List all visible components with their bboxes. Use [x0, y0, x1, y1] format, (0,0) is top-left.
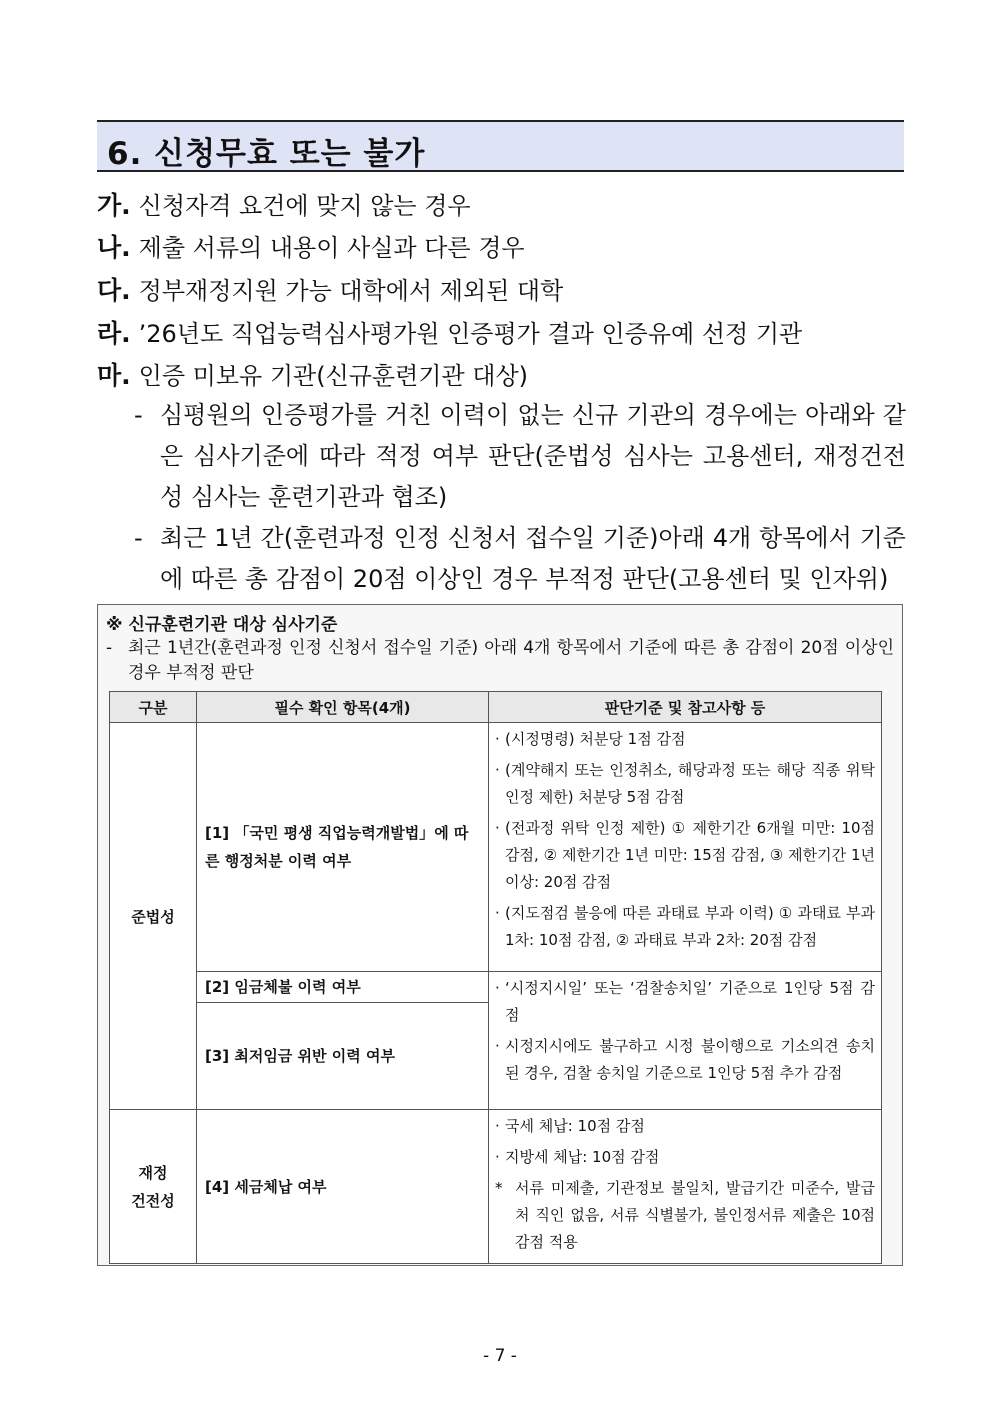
table-row: [110, 1110, 882, 1264]
criteria-cell: [489, 1110, 882, 1264]
item-marker: 라.: [97, 319, 131, 348]
criteria-bullet: · 시정지시에도 불구하고 시정 불이행으로 기소의견 송치된 경우, 검찰 송치일 기준으로 1인당 5점 추가 감점: [495, 1037, 875, 1082]
required-item: [1] 「국민 평생 직업능력개발법」에 따른 행정처분 이력 여부: [197, 723, 489, 972]
criteria-bullet: · (계약해지 또는 인정취소, 해당과정 또는 해당 직종 위탁 인정 제한) 처분당 5점 감점: [495, 761, 875, 806]
criteria-box-title: ※ 신규훈련기관 대상 심사기준: [106, 615, 338, 635]
item-text: 정부재정지원 가능 대학에서 제외된 대학: [138, 277, 564, 305]
category-finance-line2: 건전성: [131, 1191, 175, 1210]
required-item: [2] 임금체불 이력 여부: [197, 972, 489, 1003]
item-text: 제출 서류의 내용이 사실과 다른 경우: [138, 234, 525, 262]
item-marker: 다.: [97, 276, 131, 305]
category-finance-line1: 재정: [138, 1163, 168, 1182]
table-row: [110, 972, 882, 1003]
criteria-bullet: · (전과정 위탁 인정 제한) ① 제한기간 6개월 미만: 10점 감점, ② 제한기간 1년 미만: 15점 감점, ③ 제한기간 1년 이상: 20점 감점: [495, 819, 875, 891]
criteria-bullet: · 지방세 체납: 10점 감점: [495, 1148, 660, 1166]
criteria-bullet: · 국세 체납: 10점 감점: [495, 1117, 645, 1135]
list-item: [97, 356, 528, 392]
category-finance: [110, 1110, 197, 1264]
criteria-note: * 서류 미제출, 기관정보 불일치, 발급기간 미준수, 발급처 직인 없음, 서류 식별불가, 불인정서류 제출은 10점 감점 적용: [495, 1179, 875, 1251]
required-item: [3] 최저임금 위반 이력 여부: [197, 1003, 489, 1110]
item-marker: 가.: [97, 191, 131, 220]
item-text: 인증 미보유 기관(신규훈련기관 대상): [138, 362, 529, 390]
header-required-items: 필수 확인 항목(4개): [197, 692, 489, 723]
criteria-cell: [489, 723, 882, 972]
criteria-box: [97, 604, 903, 1266]
sub-item-dash: -: [134, 401, 143, 429]
note-dash: -: [106, 638, 113, 658]
header-criteria: 판단기준 및 참고사항 등: [489, 692, 882, 723]
list-item: [97, 314, 802, 350]
note-text: 최근 1년간(훈련과정 인정 신청서 접수일 기준) 아래 4개 항목에서 기준에 따른 총 감점이 20점 이상인 경우 부적정 판단: [128, 638, 894, 683]
list-item: [97, 271, 563, 307]
list-item: [97, 186, 471, 222]
table-header-row: [110, 692, 882, 723]
sub-item-text: 심평원의 인증평가를 거친 이력이 없는 신규 기관의 경우에는 아래와 같은 심사기준에 따라 적정 여부 판단(준법성 심사는 고용센터, 재정건전성 심사는 훈련기관과 협조): [160, 401, 906, 511]
table-row: [110, 723, 882, 972]
sub-item-text: 최근 1년 간(훈련과정 인정 신청서 접수일 기준)아래 4개 항목에서 기준에 따른 총 감점이 20점 이상인 경우 부적정 판단(고용센터 및 인자위): [160, 524, 906, 593]
criteria-bullet: · ‘시정지시일’ 또는 ‘검찰송치일’ 기준으로 1인당 5점 감점: [495, 979, 875, 1024]
header-category: 구분: [110, 692, 197, 723]
section-header: [97, 120, 904, 172]
page-number: - 7 -: [483, 1346, 517, 1366]
sub-item: [134, 518, 906, 600]
item-marker: 마.: [97, 361, 131, 390]
criteria-bullet: · (시정명령) 처분당 1점 감점: [495, 730, 686, 748]
criteria-box-note: [106, 636, 894, 686]
sub-item: [134, 395, 906, 518]
item-text: ’26년도 직업능력심사평가원 인증평가 결과 인증유예 선정 기관: [138, 320, 803, 348]
category-compliance: 준법성: [110, 723, 197, 1110]
item-text: 신청자격 요건에 맞지 않는 경우: [138, 192, 471, 220]
required-item: [4] 세금체납 여부: [197, 1110, 489, 1264]
criteria-table: [109, 691, 882, 1264]
section-title: 6. 신청무효 또는 불가: [107, 136, 426, 172]
criteria-cell: [489, 972, 882, 1110]
criteria-bullet: · (지도점검 불응에 따른 과태료 부과 이력) ① 과태료 부과 1차: 10점 감점, ② 과태료 부과 2차: 20점 감점: [495, 904, 875, 949]
list-item: [97, 228, 525, 264]
sub-item-dash: -: [134, 524, 143, 552]
item-marker: 나.: [97, 233, 131, 262]
